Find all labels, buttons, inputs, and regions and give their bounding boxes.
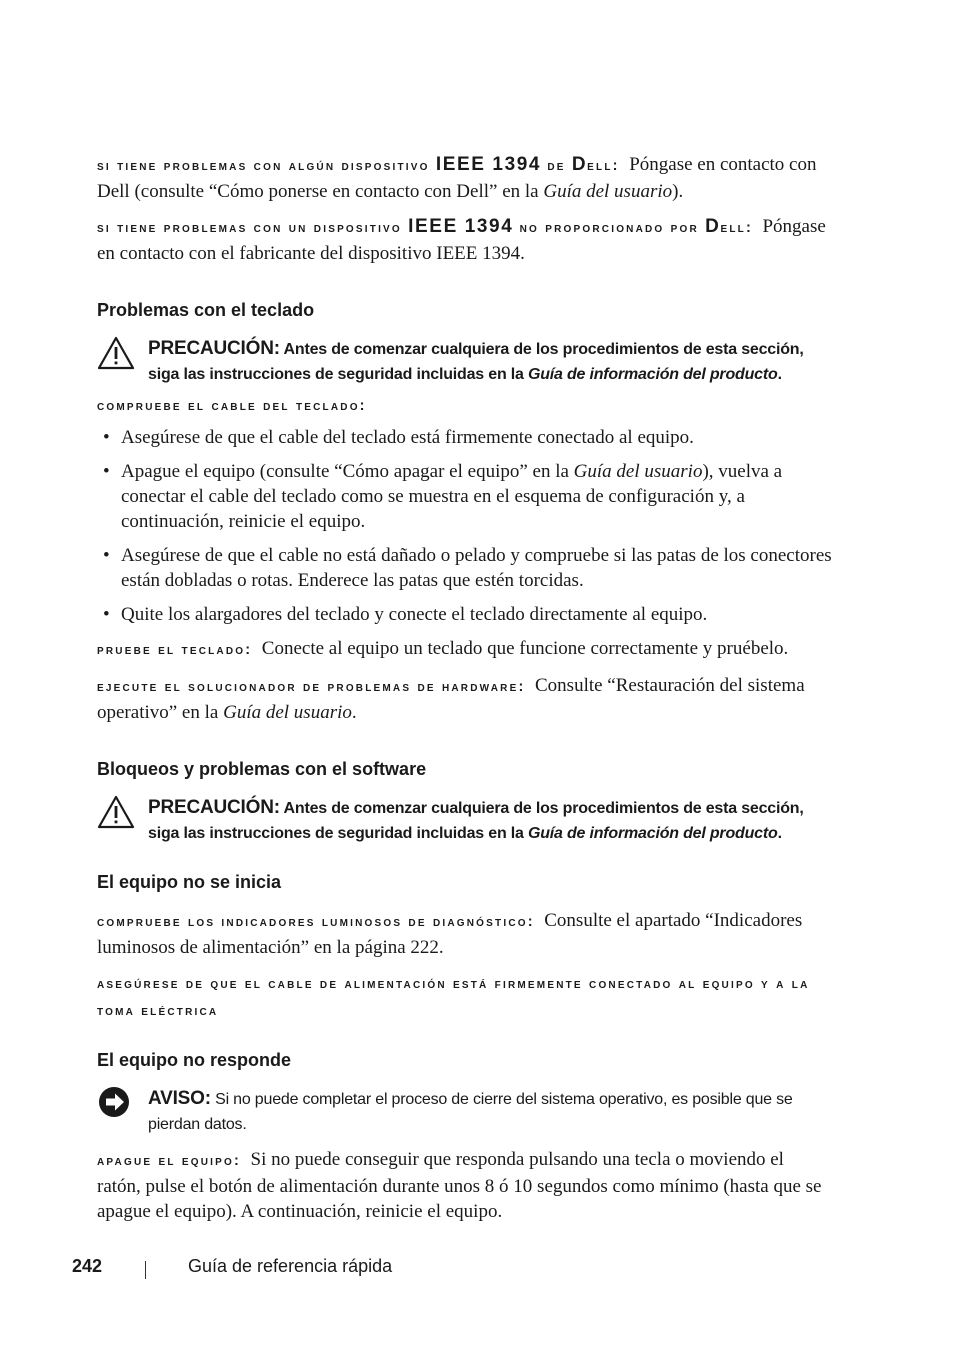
diagnostic-paragraph: compruebe los indicadores luminosos de diagnóstico: Consulte el apartado “Indicadores luminosos de alimentación” en la página 222. bbox=[97, 910, 803, 958]
warning-triangle-icon bbox=[97, 336, 135, 370]
warning-triangle-icon bbox=[97, 795, 135, 829]
diagnostic-lead: compruebe los indicadores luminosos de diagnóstico: bbox=[97, 914, 535, 930]
test-keyboard-paragraph: pruebe el teclado: Conecte al equipo un teclado que funcione correctamente y pruébelo. bbox=[97, 638, 789, 659]
keyboard-caution: PRECAUCIÓN: Antes de comenzar cualquiera de los procedimientos de esta sección, siga las instrucciones de seguridad incluidas en la Guía de información del producto. bbox=[97, 336, 832, 387]
power-off-paragraph: apague el equipo: Si no puede conseguir que responda pulsando una tecla o moviendo el ratón, pulse el botón de alimentación durante unos 8 ó 10 segundos como mínimo (hasta que se apague el equipo). A continuación, reinicie el equipo. bbox=[97, 1149, 822, 1222]
list-item: • Asegúrese de que el cable del teclado está firmemente conectado al equipo. bbox=[97, 425, 832, 450]
page-number: 242 bbox=[72, 1256, 103, 1276]
ieee-other-paragraph: si tiene problemas con un dispositivo IEEE 1394 no proporcionado por Dell: Póngase en contacto con el fabricante del dispositivo IEEE 1394. bbox=[97, 216, 826, 264]
troubleshooter-lead: ejecute el solucionador de problemas de hardware: bbox=[97, 679, 526, 695]
keyboard-heading: Problemas con el teclado bbox=[97, 300, 315, 320]
footer-title: Guía de referencia rápida bbox=[188, 1256, 393, 1276]
check-cable-lead: compruebe el cable del teclado: bbox=[97, 398, 367, 414]
keyboard-bullets bbox=[97, 425, 832, 627]
list-item: • Quite los alargadores del teclado y conecte el teclado directamente al equipo. bbox=[97, 602, 832, 627]
power-cable-lead: asegúrese de que el cable de alimentación está firmemente conectado al equipo y a la toma eléctrica bbox=[97, 976, 810, 1019]
list-item: • Apague el equipo (consulte “Cómo apagar el equipo” en la Guía del usuario), vuelva a conectar el cable del teclado como se muestra en el esquema de configuración y, a continuación, reinicie el equipo. bbox=[97, 459, 832, 534]
list-item: • Asegúrese de que el cable no está dañado o pelado y compruebe si las patas de los conectores están dobladas o rotas. Enderece las patas que estén torcidas. bbox=[97, 543, 832, 593]
power-off-lead: apague el equipo: bbox=[97, 1153, 242, 1169]
software-heading: Bloqueos y problemas con el software bbox=[97, 759, 427, 779]
test-keyboard-lead: pruebe el teclado: bbox=[97, 642, 253, 658]
ieee-dell-lead: si tiene problemas con algún dispositivo IEEE 1394 de Dell: bbox=[97, 154, 620, 175]
page-content bbox=[97, 152, 832, 1234]
troubleshooter-paragraph: ejecute el solucionador de problemas de hardware: Consulte “Restauración del sistema operativo” en la Guía del usuario. bbox=[97, 675, 805, 723]
no-response-heading: El equipo no responde bbox=[97, 1050, 292, 1070]
software-caution: PRECAUCIÓN: Antes de comenzar cualquiera de los procedimientos de esta sección, siga las instrucciones de seguridad incluidas en la Guía de información del producto. bbox=[97, 795, 832, 846]
power-cable-paragraph bbox=[97, 970, 832, 1024]
ieee-dell-paragraph: si tiene problemas con algún dispositivo IEEE 1394 de Dell: Póngase en contacto con Dell (consulte “Cómo ponerse en contacto con Dell” en la Guía del usuario). bbox=[97, 154, 817, 202]
page-footer bbox=[72, 1256, 572, 1284]
ieee-other-lead: si tiene problemas con un dispositivo IEEE 1394 no proporcionado por Dell: bbox=[97, 216, 753, 237]
footer-divider bbox=[145, 1261, 146, 1279]
notice-box: AVISO: Si no puede completar el proceso de cierre del sistema operativo, es posible que se pierdan datos. bbox=[97, 1086, 832, 1137]
no-start-heading: El equipo no se inicia bbox=[97, 872, 282, 892]
arrow-circle-icon bbox=[97, 1086, 135, 1120]
